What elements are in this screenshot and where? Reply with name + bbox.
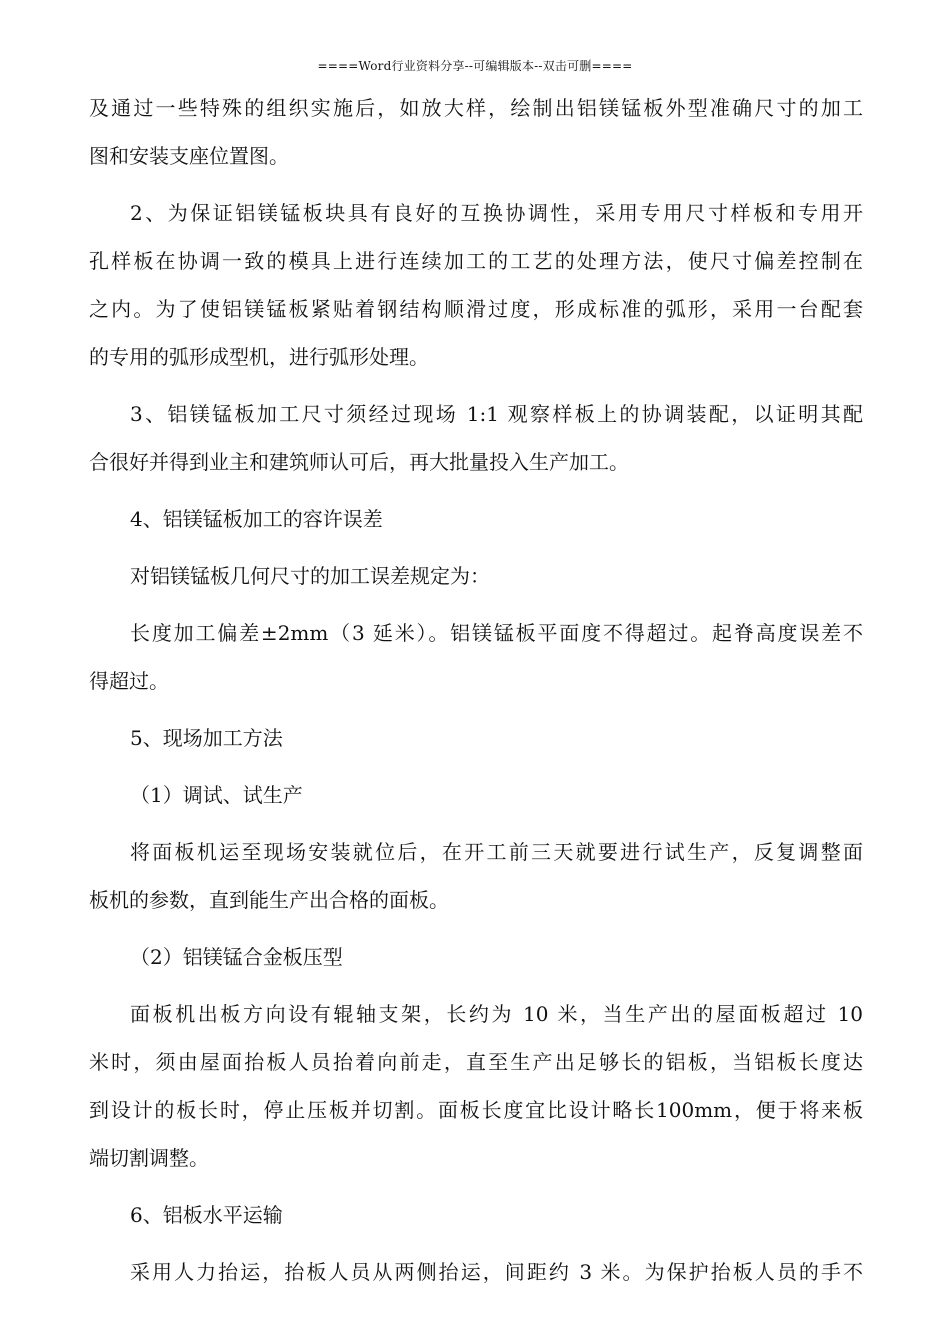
text-line: 3、铝镁锰板加工尺寸须经过现场 1:1 观察样板上的协调装配，以证明其配 <box>130 402 863 426</box>
text-line: 之内。为了使铝镁锰板紧贴着钢结构顺滑过度，形成标准的弧形，采用一台配套 <box>89 297 863 321</box>
text-line: 5、现场加工方法 <box>130 726 283 750</box>
text-line: （1）调试、试生产 <box>130 783 303 807</box>
text-line: 图和安装支座位置图。 <box>89 144 289 168</box>
text-line: 面板机出板方向设有辊轴支架，长约为 10 米，当生产出的屋面板超过 10 <box>130 1002 863 1026</box>
text-line: 及通过一些特殊的组织实施后，如放大样，绘制出铝镁锰板外型准确尺寸的加工 <box>89 96 863 120</box>
text-line: （2）铝镁锰合金板压型 <box>130 945 343 969</box>
text-line: 将面板机运至现场安装就位后，在开工前三天就要进行试生产，反复调整面 <box>130 840 863 864</box>
text-line: 合很好并得到业主和建筑师认可后，再大批量投入生产加工。 <box>89 450 629 474</box>
text-line: 得超过。 <box>89 669 169 693</box>
text-line: 长度加工偏差±2mm（3 延米）。铝镁锰板平面度不得超过。起脊高度误差不 <box>130 621 863 645</box>
text-line: 采用人力抬运，抬板人员从两侧抬运，间距约 3 米。为保护抬板人员的手不 <box>130 1260 863 1284</box>
text-line: 2、为保证铝镁锰板块具有良好的互换协调性，采用专用尺寸样板和专用开 <box>130 201 863 225</box>
text-line: 4、铝镁锰板加工的容许误差 <box>130 507 383 531</box>
document-body <box>89 84 863 1296</box>
text-line: 板机的参数，直到能生产出合格的面板。 <box>89 888 449 912</box>
text-line: 米时，须由屋面抬板人员抬着向前走，直至生产出足够长的铝板，当铝板长度达 <box>89 1050 863 1074</box>
document-header: ====Word行业资料分享--可编辑版本--双击可删==== <box>317 59 633 73</box>
text-line: 端切割调整。 <box>89 1146 209 1170</box>
text-line: 到设计的板长时，停止压板并切割。面板长度宜比设计略长100mm，便于将来板 <box>89 1098 863 1122</box>
text-line: 孔样板在协调一致的模具上进行连续加工的工艺的处理方法，使尺寸偏差控制在 <box>89 249 863 273</box>
text-line: 6、铝板水平运输 <box>130 1203 283 1227</box>
text-line: 对铝镁锰板几何尺寸的加工误差规定为： <box>130 564 490 588</box>
text-line: 的专用的弧形成型机，进行弧形处理。 <box>89 345 429 369</box>
